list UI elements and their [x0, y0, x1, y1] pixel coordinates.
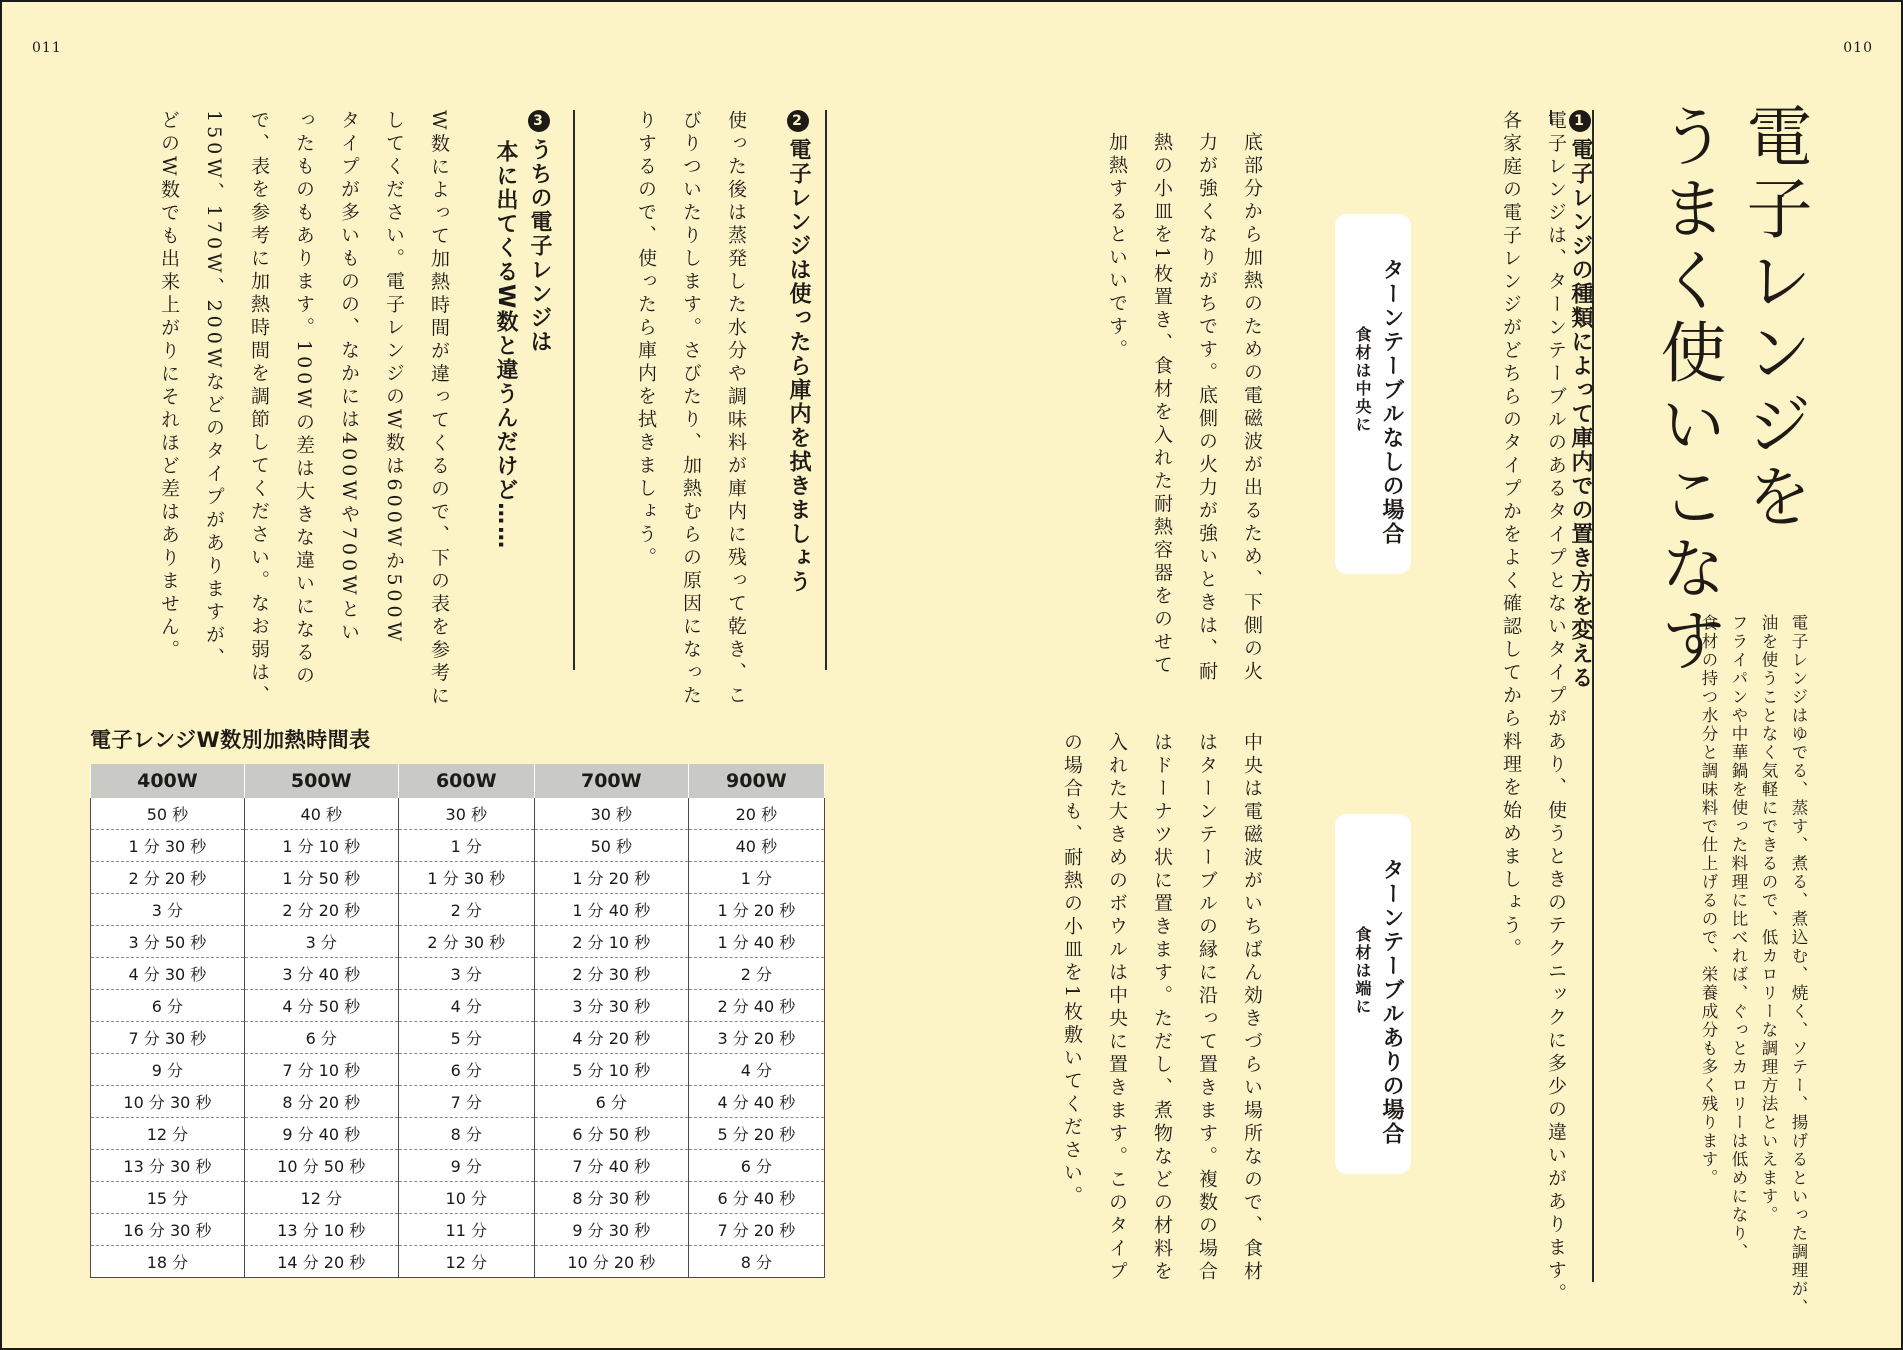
header-700w: 700W: [534, 764, 688, 798]
table-row: [91, 990, 825, 1022]
table-cell: 1 分 10 秒: [244, 830, 398, 862]
intro-text: [1693, 614, 1813, 1317]
section3-body: W数によって加熱時間が違ってくるので、下の表を参考に してください。電子レンジのW数は600Wか500W タイプが多いものの、なかには400Wや700Wとい ったものもあります。100Wの差は大きな違いになるの で、表を参考に加熱時間を調節してください。なお弱は、 150W、170W、200Wなどのタイプがありますが、 どのW数でも出来上がりにそれほど差はありません。: [158, 110, 450, 709]
table-cell: 4 分 30 秒: [91, 958, 245, 990]
table-cell: 2 分 40 秒: [688, 990, 824, 1022]
table-cell: 3 分 30 秒: [534, 990, 688, 1022]
section3-heading-line-1: うちの電子レンジは: [527, 138, 552, 354]
table-row: [91, 1022, 825, 1054]
body-turntable: 中央は電磁波がいちばん効きづらい場所なので、食材 はターンテーブルの縁に沿って置きます。複数の場合 はドーナツ状に置きます。ただし、煮物などの材料を 入れた大きめのボウルは中央に置きます。このタイプ の場合も、耐熱の小皿を1枚敷いてください。: [1061, 732, 1263, 1284]
table-row: [91, 830, 825, 862]
callout-no-turntable-sub: 食材は中央に: [1353, 326, 1372, 434]
page-number-left: 011: [32, 40, 62, 56]
table-cell: 13 分 10 秒: [244, 1214, 398, 1246]
table-cell: 2 分 30 秒: [534, 958, 688, 990]
table-cell: 4 分: [688, 1054, 824, 1086]
table-cell: 8 分 30 秒: [534, 1182, 688, 1214]
table-cell: 1 分 30 秒: [398, 862, 534, 894]
table-cell: 2 分: [688, 958, 824, 990]
header-600w: 600W: [398, 764, 534, 798]
table-cell: 6 分 50 秒: [534, 1118, 688, 1150]
page-title: [1644, 102, 1816, 678]
table-cell: 3 分 20 秒: [688, 1022, 824, 1054]
section1-body: 電子レンジは、ターンテーブルのあるタイプとないタイプがあり、使うときのテクニックに多少の違いがあります。 各家庭の電子レンジがどちらのタイプかをよく確認してから料理を始めましょう。: [1500, 110, 1567, 1306]
table-row: [91, 894, 825, 926]
table-cell: 1 分: [688, 862, 824, 894]
table-cell: 10 分 20 秒: [534, 1246, 688, 1278]
table-cell: 4 分 20 秒: [534, 1022, 688, 1054]
table-cell: 40 秒: [244, 798, 398, 830]
table-cell: 50 秒: [91, 798, 245, 830]
table-cell: 5 分 20 秒: [688, 1118, 824, 1150]
table-cell: 6 分 40 秒: [688, 1182, 824, 1214]
header-500w: 500W: [244, 764, 398, 798]
section3-heading: [488, 110, 556, 550]
table-cell: 11 分: [398, 1214, 534, 1246]
table-cell: 6 分: [398, 1054, 534, 1086]
table-row: [91, 958, 825, 990]
table-cell: 7 分 20 秒: [688, 1214, 824, 1246]
table-cell: 3 分: [244, 926, 398, 958]
table-cell: 50 秒: [534, 830, 688, 862]
table-cell: 13 分 30 秒: [91, 1150, 245, 1182]
intro-line-4: 食材の持つ水分と調味料で仕上げるので、栄養成分も多く残ります。: [1699, 614, 1718, 1188]
table-cell: 6 分: [244, 1022, 398, 1054]
callout-no-turntable-title: ターンテーブルなしの場合: [1379, 258, 1404, 546]
section2-heading-text: 電子レンジは使ったら庫内を拭きましょう: [786, 138, 811, 594]
table-header-row: [91, 764, 825, 798]
table-cell: 6 分: [91, 990, 245, 1022]
section2-body: 使った後は蒸発した水分や調味料が庫内に残って乾き、こ びりついたりします。さびたり、加熱むらの原因になった りするので、使ったら庫内を拭きましょう。: [635, 110, 747, 708]
table-cell: 2 分 10 秒: [534, 926, 688, 958]
table-cell: 2 分: [398, 894, 534, 926]
title-line-1: 電子レンジを: [1735, 102, 1812, 534]
table-cell: 16 分 30 秒: [91, 1214, 245, 1246]
number-3-icon: 3: [528, 110, 550, 132]
table-cell: 12 分: [398, 1246, 534, 1278]
table-cell: 1 分: [398, 830, 534, 862]
table-row: [91, 1054, 825, 1086]
table-row: [91, 926, 825, 958]
table-cell: 2 分 20 秒: [91, 862, 245, 894]
table-cell: 10 分 30 秒: [91, 1086, 245, 1118]
table-cell: 7 分 30 秒: [91, 1022, 245, 1054]
table-cell: 10 分 50 秒: [244, 1150, 398, 1182]
table-cell: 5 分: [398, 1022, 534, 1054]
callout-turntable: [1335, 814, 1411, 1174]
table-row: [91, 798, 825, 830]
table-cell: 18 分: [91, 1246, 245, 1278]
table-cell: 1 分 50 秒: [244, 862, 398, 894]
title-line-2: うまく使いこなす: [1649, 102, 1726, 678]
intro-line-3: フライパンや中華鍋を使った料理に比べれば、ぐっとカロリーは低めになり、: [1729, 614, 1748, 1262]
table-cell: 2 分 20 秒: [244, 894, 398, 926]
table-row: [91, 1246, 825, 1278]
table-cell: 9 分 30 秒: [534, 1214, 688, 1246]
table-cell: 7 分: [398, 1086, 534, 1118]
table-cell: 30 秒: [534, 798, 688, 830]
table-cell: 4 分: [398, 990, 534, 1022]
table-cell: 20 秒: [688, 798, 824, 830]
number-1-icon: 1: [1569, 110, 1591, 132]
table-cell: 40 秒: [688, 830, 824, 862]
callout-turntable-title: ターンテーブルありの場合: [1379, 858, 1404, 1146]
section3-rule: [573, 110, 575, 670]
table-cell: 4 分 50 秒: [244, 990, 398, 1022]
table-cell: 3 分 40 秒: [244, 958, 398, 990]
table-row: [91, 1118, 825, 1150]
table-row: [91, 862, 825, 894]
table-cell: 1 分 20 秒: [688, 894, 824, 926]
table-cell: 12 分: [244, 1182, 398, 1214]
header-400w: 400W: [91, 764, 245, 798]
table-cell: 10 分: [398, 1182, 534, 1214]
table-cell: 7 分 10 秒: [244, 1054, 398, 1086]
section3-heading-line-2: 本に出てくるW数と違うんだけど……: [493, 140, 518, 551]
table-row: [91, 1086, 825, 1118]
table-cell: 9 分 40 秒: [244, 1118, 398, 1150]
table-cell: 30 秒: [398, 798, 534, 830]
table-cell: 7 分 40 秒: [534, 1150, 688, 1182]
page-number-right: 010: [1843, 40, 1873, 56]
table-cell: 14 分 20 秒: [244, 1246, 398, 1278]
callout-no-turntable: [1335, 214, 1411, 574]
table-cell: 1 分 30 秒: [91, 830, 245, 862]
table-cell: 3 分: [91, 894, 245, 926]
table-cell: 8 分: [398, 1118, 534, 1150]
table-cell: 8 分 20 秒: [244, 1086, 398, 1118]
header-900w: 900W: [688, 764, 824, 798]
table-cell: 9 分: [91, 1054, 245, 1086]
table-cell: 2 分 30 秒: [398, 926, 534, 958]
table-cell: 5 分 10 秒: [534, 1054, 688, 1086]
intro-line-2: 油を使うことなく気軽にできるので、低カロリーな調理方法といえます。: [1759, 614, 1778, 1225]
table-cell: 3 分: [398, 958, 534, 990]
table-row: [91, 1150, 825, 1182]
callout-turntable-sub: 食材は端に: [1353, 926, 1372, 1016]
section2-heading: [783, 110, 813, 594]
table-cell: 9 分: [398, 1150, 534, 1182]
table-row: [91, 1182, 825, 1214]
table-cell: 15 分: [91, 1182, 245, 1214]
table-cell: 6 分: [688, 1150, 824, 1182]
table-cell: 12 分: [91, 1118, 245, 1150]
table-cell: 1 分 40 秒: [534, 894, 688, 926]
table-cell: 4 分 40 秒: [688, 1086, 824, 1118]
intro-line-1: 電子レンジはゆでる、蒸す、煮る、煮込む、焼く、ソテー、揚げるといった調理が、: [1789, 614, 1808, 1317]
table-cell: 1 分 40 秒: [688, 926, 824, 958]
section1-heading-text: 電子レンジの種類によって庫内での置き方を変える: [1568, 138, 1593, 690]
table-cell: 6 分: [534, 1086, 688, 1118]
table-title: 電子レンジW数別加熱時間表: [90, 728, 371, 752]
table-cell: 8 分: [688, 1246, 824, 1278]
table-cell: 3 分 50 秒: [91, 926, 245, 958]
number-2-icon: 2: [787, 110, 809, 132]
table-cell: 1 分 20 秒: [534, 862, 688, 894]
section2-rule: [825, 110, 827, 670]
table-row: [91, 1214, 825, 1246]
heating-time-table: [90, 764, 825, 1278]
body-no-turntable: 底部分から加熱のための電磁波が出るため、下側の火 力が強くなりがちです。底側の火力が強いときは、耐 熱の小皿を1枚置き、食材を入れた耐熱容器をのせて 加熱するといいです。: [1106, 132, 1263, 684]
